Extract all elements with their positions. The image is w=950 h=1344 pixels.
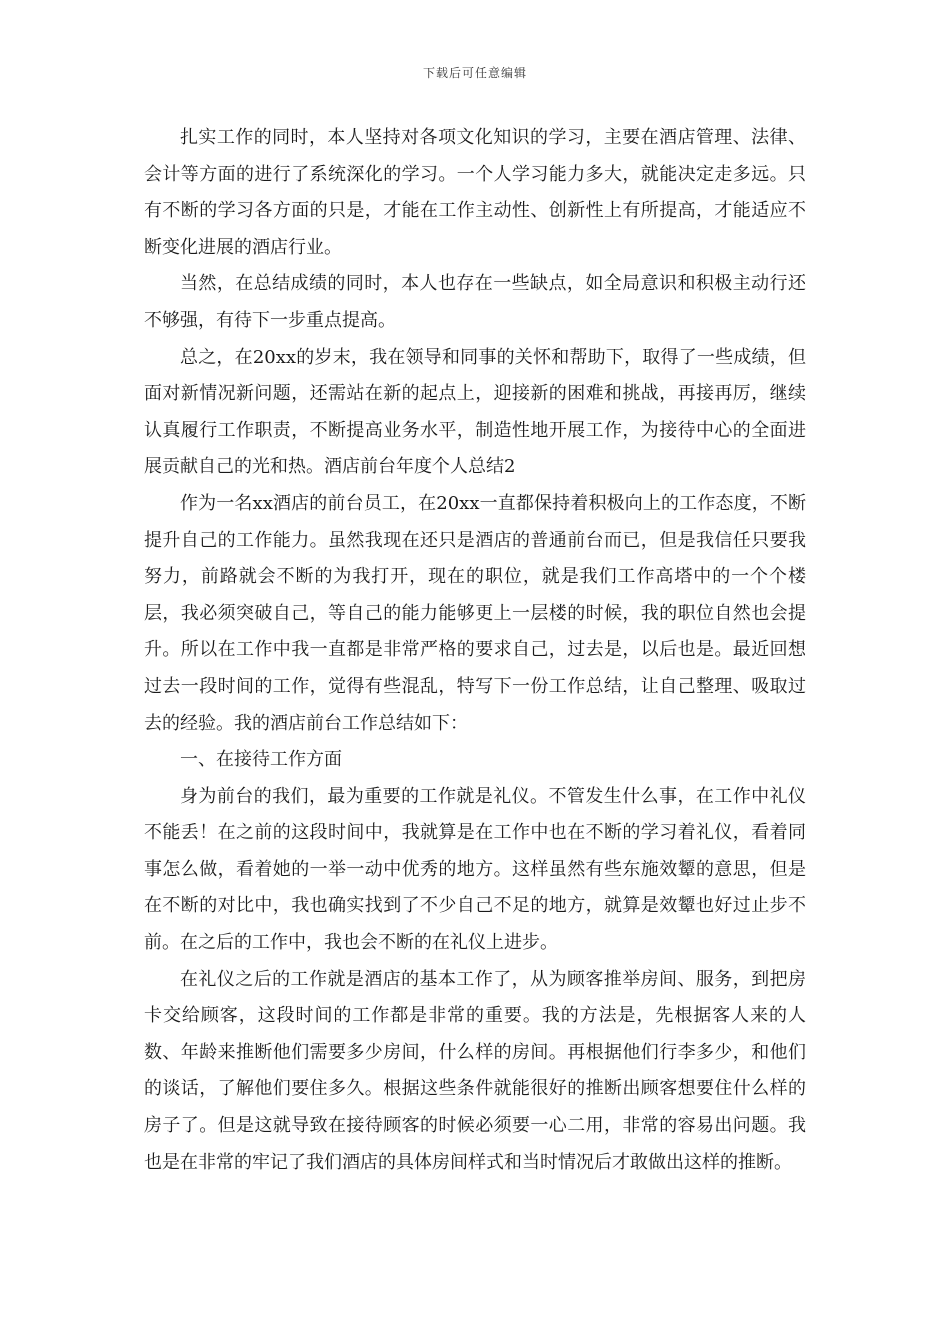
page-header: 下载后可任意编辑 (422, 66, 527, 80)
section-heading-reception: 一、在接待工作方面 (180, 749, 342, 771)
paragraph-introduction-2: 作为一名xx酒店的前台员工，在20xx一直都保持着积极向上的工作态度，不断提升自己的工作能力。虽然我现在还只是酒店的普通前台而已，但是我信任只要我努力，前路就会不断的为我打开，现在的职位，就是我们工作高塔中的一个个楼层，我必须突破自己，等自己的能力能够更上一层楼的时候，我的职位自然也会提升。所以在工作中我一直都是非常严格的要求自己，过去是，以后也是。最近回想过去一段时间的工作，觉得有些混乱，特写下一份工作总结，让自己整理、吸取过去的经验。我的酒店前台工作总结如下： (144, 492, 806, 734)
paragraph-basic-work: 在礼仪之后的工作就是酒店的基本工作了，从为顾客推举房间、服务，到把房卡交给顾客，这段时间的工作都是非常的重要。我的方法是，先根据客人来的人数、年龄来推断他们需要多少房间，什么样的房间。再根据他们行李多少，和他们的谈话，了解他们要住多久。根据这些条件就能很好的推断出顾客想要住什么样的房子了。但是这就导致在接待顾客的时候必须要一心二用，非常的容易出问题。我也是在非常的牢记了我们酒店的具体房间样式和当时情况后才敢做出这样的推断。 (144, 968, 806, 1173)
paragraph-conclusion: 总之，在20xx的岁末，我在领导和同事的关怀和帮助下，取得了一些成绩，但面对新情况新问题，还需站在新的起点上，迎接新的困难和挑战，再接再厉，继续认真履行工作职责，不断提高业务水平，制造性地开展工作，为接待中心的全面进展贡献自己的光和热。酒店前台年度个人总结2 (144, 346, 806, 478)
document-body (144, 120, 806, 1181)
paragraph-shortcomings: 当然，在总结成绩的同时，本人也存在一些缺点，如全局意识和积极主动行还不够强，有待下一步重点提高。 (144, 273, 806, 331)
paragraph-study: 扎实工作的同时，本人坚持对各项文化知识的学习，主要在酒店管理、法律、会计等方面的进行了系统深化的学习。一个人学习能力多大，就能决定走多远。只有不断的学习各方面的只是，才能在工作主动性、创新性上有所提高，才能适应不断变化进展的酒店行业。 (144, 127, 806, 258)
paragraph-etiquette: 身为前台的我们，最为重要的工作就是礼仪。不管发生什么事，在工作中礼仪不能丢！在之前的这段时间中，我就算是在工作中也在不断的学习着礼仪，看着同事怎么做，看着她的一举一动中优秀的地方。这样虽然有些东施效颦的意思，但是在不断的对比中，我也确实找到了不少自己不足的地方，就算是效颦也好过止步不前。在之后的工作中，我也会不断的在礼仪上进步。 (144, 785, 806, 954)
